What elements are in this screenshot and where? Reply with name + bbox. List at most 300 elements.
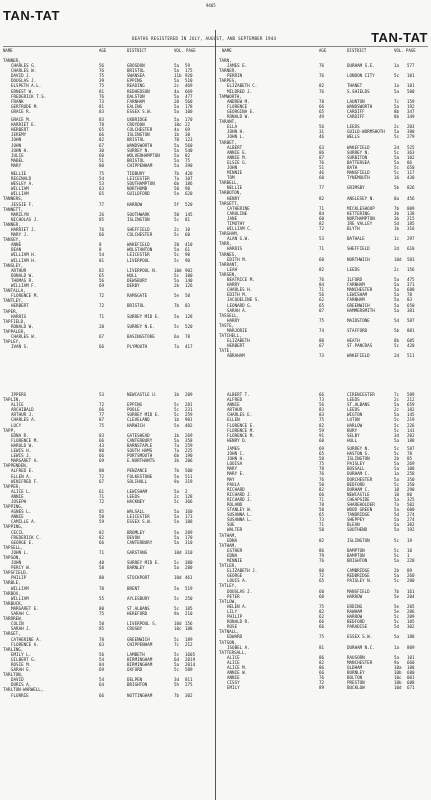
- entry-page: 141: [407, 427, 415, 433]
- entry-district: DURHAM C.: [347, 486, 370, 492]
- entry-district: CHIPPENHAM: [127, 641, 153, 647]
- entry-district: BEDFORD: [347, 481, 365, 487]
- entry-district: LEEDS: [347, 407, 360, 413]
- entry-volume: 7b: [394, 588, 400, 594]
- entry-forenames: WILLIAM H.: [11, 257, 37, 263]
- entry-age: 80: [99, 162, 105, 168]
- entry-page: 101: [407, 83, 415, 89]
- entry-page: 108: [407, 664, 415, 670]
- entry-volume: 5c: [394, 73, 400, 79]
- entry-age: 26: [99, 211, 105, 217]
- entry-volume: 7b: [174, 468, 180, 474]
- entry-volume: 5a: [174, 488, 180, 494]
- entry-surname: TARBOX,: [3, 590, 21, 596]
- entry-surname: TARR,: [219, 241, 232, 247]
- entry-forenames: SUSANNA L.: [227, 512, 253, 518]
- entry-volume: 7a: [174, 442, 180, 448]
- entry-surname: TAPPENDEN,: [3, 463, 29, 469]
- entry-age: 83: [319, 412, 325, 418]
- entry-district: SURREY MID E.: [127, 313, 160, 319]
- entry-age: 20: [99, 323, 105, 329]
- entry-age: 85: [99, 509, 105, 515]
- entry-volume: 5a: [174, 142, 180, 148]
- entry-district: LUTON: [347, 417, 360, 423]
- entry-surname: TARN,: [219, 58, 232, 63]
- entry-district: LEEDS: [127, 493, 140, 499]
- entry-page: 128: [185, 313, 193, 319]
- entry-age: 76: [319, 73, 325, 79]
- entry-volume: 5a: [174, 422, 180, 428]
- entry-volume: 5c: [174, 323, 180, 329]
- entry-district: TYNEMOUTH: [347, 175, 370, 181]
- entry-volume: 5c: [174, 402, 180, 408]
- entry-age: 81: [99, 103, 105, 109]
- entry-age: 65: [319, 302, 325, 308]
- entry-volume: 5c: [394, 170, 400, 176]
- entry-page: 205: [407, 603, 415, 609]
- entry-age: 72: [319, 226, 325, 232]
- entry-forenames: DAVID: [11, 677, 24, 683]
- entry-volume: 1a: [394, 644, 400, 650]
- entry-age: 66: [319, 670, 325, 676]
- entry-volume: 5c: [394, 445, 400, 451]
- entry-district: ISLINGTON: [347, 537, 370, 543]
- entry-forenames: CHARLES W.: [11, 68, 37, 74]
- entry-page: 2: [185, 488, 188, 494]
- entry-district: PORTSMOUTH: [127, 453, 153, 459]
- entry-age: 61: [99, 488, 105, 494]
- entry-forenames: HERBERT: [11, 303, 29, 309]
- entry-age: 67: [99, 333, 105, 339]
- entry-volume: 5a: [174, 93, 180, 99]
- entry-age: 49: [319, 114, 325, 120]
- entry-age: 78: [319, 466, 325, 472]
- entry-surname: TAPP,: [3, 427, 16, 433]
- entry-age: 75: [99, 170, 105, 176]
- page-title-right: TAN-TAT: [371, 30, 428, 45]
- entry-age: 62: [319, 297, 325, 303]
- entry-forenames: WINIFRED F.: [11, 478, 39, 484]
- entry-page: 659: [407, 402, 415, 408]
- column-divider: [215, 30, 216, 800]
- entry-district: HEATH: [347, 338, 360, 344]
- entry-page: 580: [407, 88, 415, 94]
- entry-district: DURHAM C.: [347, 471, 370, 477]
- entry-forenames: IVAN S.: [11, 344, 29, 350]
- entry-district: BIRMINGHAM: [127, 656, 153, 662]
- entry-page: 203: [407, 124, 415, 130]
- entry-volume: 5b: [394, 327, 400, 333]
- entry-district: OLDHAM: [347, 664, 363, 670]
- entry-age: 76: [99, 93, 105, 99]
- entry-page: 206: [185, 458, 193, 464]
- entry-page: 477: [185, 93, 193, 99]
- entry-surname: TARSEN,: [219, 271, 237, 277]
- entry-forenames: ELSPETH A.L.: [11, 83, 42, 89]
- entry-volume: 5c: [394, 451, 400, 457]
- entry-page: 145: [185, 211, 193, 217]
- entry-age: 66: [319, 491, 325, 497]
- entry-volume: 10d: [174, 549, 182, 555]
- entry-district: GRIMSBY: [347, 185, 365, 191]
- entry-forenames: SARAH E.: [11, 667, 32, 673]
- entry-age: 87: [319, 307, 325, 313]
- entry-page: 319: [185, 478, 193, 484]
- entry-age: 71: [99, 313, 105, 319]
- entry-forenames: JOHN: [11, 137, 22, 143]
- entry-age: 69: [99, 667, 105, 673]
- entry-page: 669: [185, 88, 193, 94]
- entry-page: 102: [407, 154, 415, 160]
- entry-volume: 5a: [174, 247, 180, 253]
- entry-district: GROSDON: [127, 63, 145, 69]
- entry-forenames: JULIE: [11, 152, 24, 158]
- entry-volume: 5c: [174, 595, 180, 601]
- entry-volume: 5a: [174, 509, 180, 515]
- entry-forenames: LEWIS H.: [11, 448, 32, 454]
- entry-volume: 5a: [174, 661, 180, 667]
- entry-forenames: JEREMY: [11, 132, 27, 138]
- entry-age: 83: [99, 108, 105, 114]
- entry-age: 50: [319, 527, 325, 533]
- entry-forenames: GILBERT G.: [11, 656, 37, 662]
- entry-district: SHAREHOLDER: [347, 501, 375, 507]
- entry-district: REDHEDSON: [127, 88, 150, 94]
- entry-forenames: MARGARET E.: [11, 605, 39, 611]
- entry-volume: 5a: [394, 88, 400, 94]
- entry-surname: TATLOW,: [219, 598, 237, 604]
- entry-page: 901: [185, 417, 193, 423]
- entry-district: LIVERPOOL S.: [127, 621, 158, 627]
- entry-volume: 5a: [174, 157, 180, 163]
- entry-age: 83: [99, 432, 105, 438]
- entry-district: HARLOW: [347, 422, 363, 428]
- entry-forenames: MARGARET A.: [11, 458, 39, 464]
- entry-age: 72: [319, 680, 325, 686]
- entry-district: DEWSBURY: [127, 277, 148, 283]
- entry-forenames: LILY: [227, 608, 238, 614]
- entry-district: GREENWICH: [127, 636, 150, 642]
- entry-page: 520: [185, 323, 193, 329]
- entry-district: BATTERSEA: [347, 159, 370, 165]
- entry-forenames: MILDRED J.: [227, 88, 253, 94]
- entry-age: 50: [99, 621, 105, 627]
- entry-page: 371: [407, 282, 415, 288]
- entry-age: 59: [99, 519, 105, 525]
- entry-forenames: ALAN G.W.: [227, 236, 250, 242]
- entry-age: 86: [319, 664, 325, 670]
- entry-forenames: ANNIE: [227, 402, 240, 408]
- entry-volume: 3b: [394, 210, 400, 216]
- entry-district: SURREY N.: [127, 147, 150, 153]
- entry-district: SURBITON: [347, 154, 368, 160]
- entry-surname: TATTERSALL,: [219, 649, 247, 655]
- entry-volume: 5a: [394, 634, 400, 640]
- entry-forenames: MAY: [227, 476, 235, 482]
- entry-age: 86: [319, 547, 325, 553]
- entry-forenames: CAMILLE A.: [11, 519, 37, 525]
- entry-district: THANET: [347, 83, 363, 89]
- entry-volume: 2c: [174, 227, 180, 232]
- entry-volume: 3b: [174, 458, 180, 464]
- entry-volume: 7a: [174, 448, 180, 454]
- entry-age: 51: [99, 157, 105, 163]
- entry-age: 60: [319, 588, 325, 594]
- entry-page: 160: [185, 509, 193, 515]
- entry-age: 82: [319, 659, 325, 665]
- entry-district: ANGLESEY N.: [347, 195, 375, 201]
- entry-district: ESSEX S.W.: [127, 519, 153, 525]
- entry-volume: 1a: [394, 63, 400, 69]
- entry-forenames: FRANK: [11, 98, 24, 104]
- entry-volume: 20: [174, 242, 180, 248]
- page-title-left: TAN-TAT: [3, 8, 60, 23]
- entry-age: 56: [99, 277, 105, 283]
- entry-page: 660: [407, 659, 415, 665]
- entry-page: 290: [407, 486, 415, 492]
- entry-age: 76: [319, 471, 325, 477]
- entry-volume: 5a: [174, 529, 180, 535]
- entry-district: ERDING: [347, 603, 363, 609]
- entry-page: 100: [185, 272, 193, 278]
- entry-age: 82: [319, 266, 325, 272]
- entry-volume: 10c: [174, 626, 182, 632]
- entry-page: 811: [185, 677, 193, 683]
- entry-district: BLYTH: [347, 226, 360, 232]
- entry-page: 525: [407, 144, 415, 150]
- entry-age: 75: [319, 634, 325, 640]
- entry-page: 219: [407, 417, 415, 423]
- entry-page: 78: [407, 292, 413, 298]
- entry-volume: 5a: [174, 78, 180, 84]
- entry-forenames: MINNIE: [227, 170, 243, 176]
- entry-page: 297: [407, 236, 415, 242]
- entry-volume: 10d: [174, 267, 182, 273]
- entry-volume: 5a: [174, 473, 180, 479]
- entry-forenames: LOUISA: [227, 461, 243, 467]
- entry-volume: 5d: [394, 221, 400, 226]
- entry-volume: 5a: [394, 154, 400, 160]
- entry-forenames: COLIN: [11, 621, 24, 627]
- entry-volume: 5a: [174, 313, 180, 319]
- entry-surname: TATHAM,: [219, 532, 237, 538]
- entry-age: 82: [319, 195, 325, 201]
- entry-age: 73: [319, 353, 325, 359]
- entry-district: CARDIFF: [347, 108, 365, 114]
- entry-district: BOLTON: [347, 675, 363, 681]
- entry-surname: TATHAM,: [219, 542, 237, 548]
- entry-forenames: ABRAHAM: [227, 353, 245, 359]
- entry-age: 86: [319, 654, 325, 660]
- entry-volume: 5b: [394, 185, 400, 191]
- entry-volume: 7b: [394, 205, 400, 211]
- entry-page: 231: [185, 407, 193, 413]
- register-entry: [3, 344, 213, 349]
- entry-forenames: ANNIE M.: [227, 154, 248, 160]
- entry-forenames: JOHN: [11, 560, 22, 566]
- entry-forenames: MARILYN: [11, 211, 29, 217]
- entry-volume: 8a: [394, 195, 400, 201]
- entry-district: BRISTOL: [127, 303, 145, 309]
- entry-page: 269: [407, 461, 415, 467]
- entry-district: LIVERPOOL N.: [127, 267, 158, 273]
- entry-page: 215: [407, 215, 415, 221]
- entry-age: 66: [99, 132, 105, 138]
- entry-surname: TARGETT,: [219, 200, 240, 206]
- entry-volume: 5c: [174, 272, 180, 278]
- entry-page: 286: [407, 608, 415, 614]
- entry-district: SURREY N.E.: [127, 323, 155, 329]
- entry-district: CAMBRIDGE: [347, 568, 370, 574]
- entry-page: 170: [185, 117, 193, 123]
- entry-forenames: GEORGE E.: [11, 539, 34, 545]
- entry-page: 520: [185, 201, 193, 207]
- entry-volume: 5a: [174, 147, 180, 153]
- entry-forenames: JOHN L.: [227, 134, 245, 140]
- entry-page: 920: [185, 73, 193, 79]
- entry-surname: TARBELL,: [219, 180, 240, 186]
- entry-forenames: WILLIAM: [11, 191, 29, 197]
- entry-forenames: MARY: [11, 162, 22, 168]
- entry-surname: TASTE,: [219, 322, 235, 328]
- entry-age: 66: [99, 407, 105, 413]
- entry-volume: 5a: [394, 277, 400, 283]
- entry-page: 260: [407, 573, 415, 579]
- entry-volume: 5a: [174, 514, 180, 520]
- entry-forenames: FLORENCE M.: [227, 427, 255, 433]
- entry-volume: 5a: [394, 437, 400, 443]
- entry-page: 185: [407, 221, 415, 226]
- entry-volume: 7b: [174, 692, 180, 698]
- entry-page: 302: [185, 692, 193, 698]
- entry-page: 145: [407, 412, 415, 418]
- entry-surname: TAPPALER,: [3, 328, 26, 334]
- entry-volume: 5a: [394, 461, 400, 467]
- right-column-top: [219, 58, 429, 359]
- page-mark: 9465: [206, 3, 216, 8]
- entry-page: 69: [185, 127, 191, 133]
- entry-age: 80: [99, 605, 105, 611]
- entry-page: 381: [407, 307, 415, 313]
- entry-district: CLEVELAND: [127, 417, 150, 423]
- entry-surname: TANTALLA,: [3, 288, 26, 294]
- entry-age: 71: [99, 493, 105, 499]
- entry-volume: 5d: [394, 512, 400, 518]
- entry-forenames: JANE: [227, 215, 238, 221]
- entry-forenames: PERRIN: [227, 73, 243, 79]
- entry-age: 82: [99, 137, 105, 143]
- entry-forenames: SARAH A.: [227, 307, 248, 313]
- entry-page: 209: [407, 614, 415, 620]
- entry-age: 84: [319, 210, 325, 216]
- entry-surname: TATSON,: [219, 639, 237, 645]
- entry-age: 54: [99, 677, 105, 683]
- entry-age: 56: [319, 292, 325, 298]
- entry-volume: 5e: [174, 293, 180, 299]
- entry-district: ESSEX S.W.: [347, 634, 373, 640]
- entry-page: 349: [407, 114, 415, 120]
- entry-district: OXFORD: [127, 667, 143, 673]
- entry-page: 358: [185, 437, 193, 443]
- entry-volume: 2b: [394, 456, 400, 462]
- entry-page: 81: [185, 216, 191, 222]
- entry-page: 650: [407, 302, 415, 308]
- entry-page: 188: [407, 437, 415, 443]
- entry-forenames: JACQUELINE S.: [227, 297, 260, 303]
- entry-age: 72: [99, 473, 105, 479]
- entry-page: 560: [185, 142, 193, 148]
- entry-page: 50: [185, 293, 191, 299]
- entry-district: MAIDSTONE: [347, 317, 370, 323]
- entry-page: 881: [407, 327, 415, 333]
- entry-volume: 5a: [174, 68, 180, 74]
- entry-volume: 5c: [394, 481, 400, 487]
- entry-volume: 9a: [174, 611, 180, 617]
- entry-district: HULL: [127, 272, 138, 278]
- entry-age: 63: [99, 186, 105, 192]
- entry-district: DORCHESTER: [347, 476, 373, 482]
- entry-age: 71: [319, 496, 325, 502]
- entry-district: LEEDS: [347, 124, 360, 130]
- entry-page: 138: [407, 210, 415, 216]
- entry-volume: 5c: [174, 667, 180, 673]
- entry-page: 156: [185, 621, 193, 627]
- entry-age: 71: [319, 246, 325, 252]
- entry-page: 83: [407, 297, 413, 303]
- entry-district: DURHAM N.C.: [347, 644, 375, 650]
- entry-district: LEEDS: [347, 397, 360, 403]
- entry-page: 430: [407, 175, 415, 181]
- entry-surname: TARDREW,: [3, 616, 24, 622]
- entry-age: 83: [99, 117, 105, 123]
- entry-volume: 5e: [394, 608, 400, 614]
- entry-volume: 5a: [174, 437, 180, 443]
- entry-page: 809: [407, 644, 415, 650]
- entry-age: 56: [319, 402, 325, 408]
- entry-page: 156: [407, 266, 415, 272]
- entry-volume: 5a: [394, 412, 400, 418]
- entry-page: 259: [185, 442, 193, 448]
- entry-age: 82: [319, 422, 325, 428]
- entry-volume: 5h: [174, 682, 180, 688]
- entry-volume: 5a: [394, 292, 400, 298]
- entry-volume: 4a: [174, 127, 180, 133]
- entry-page: 587: [407, 317, 415, 323]
- entry-district: ST.ALBANS: [347, 402, 370, 408]
- entry-forenames: PHILIP: [227, 614, 243, 620]
- entry-district: HASTON S.: [347, 451, 370, 457]
- entry-district: CROSBY: [127, 626, 143, 632]
- entry-page: 188: [185, 519, 193, 525]
- entry-page: 186: [185, 181, 193, 187]
- entry-forenames: ANNE: [11, 242, 22, 248]
- entry-forenames: HARRIS: [11, 313, 27, 319]
- entry-district: ISLINGTON: [127, 132, 150, 138]
- entry-page: 225: [185, 448, 193, 454]
- entry-forenames: ALFRED E.: [11, 468, 34, 474]
- entry-volume: 5c: [394, 427, 400, 433]
- entry-forenames: ARTHUR: [11, 267, 27, 273]
- entry-age: 77: [99, 412, 105, 418]
- col-header-vol-page-right: VOL. PAGE: [394, 48, 416, 53]
- entry-age: 71: [319, 205, 325, 211]
- entry-district: NORTHUMB: [127, 186, 148, 192]
- entry-page: 560: [185, 98, 193, 104]
- entry-age: 66: [99, 692, 105, 698]
- entry-age: 66: [99, 344, 105, 350]
- entry-volume: 5c: [174, 498, 180, 504]
- entry-surname: TASSELL,: [219, 312, 240, 318]
